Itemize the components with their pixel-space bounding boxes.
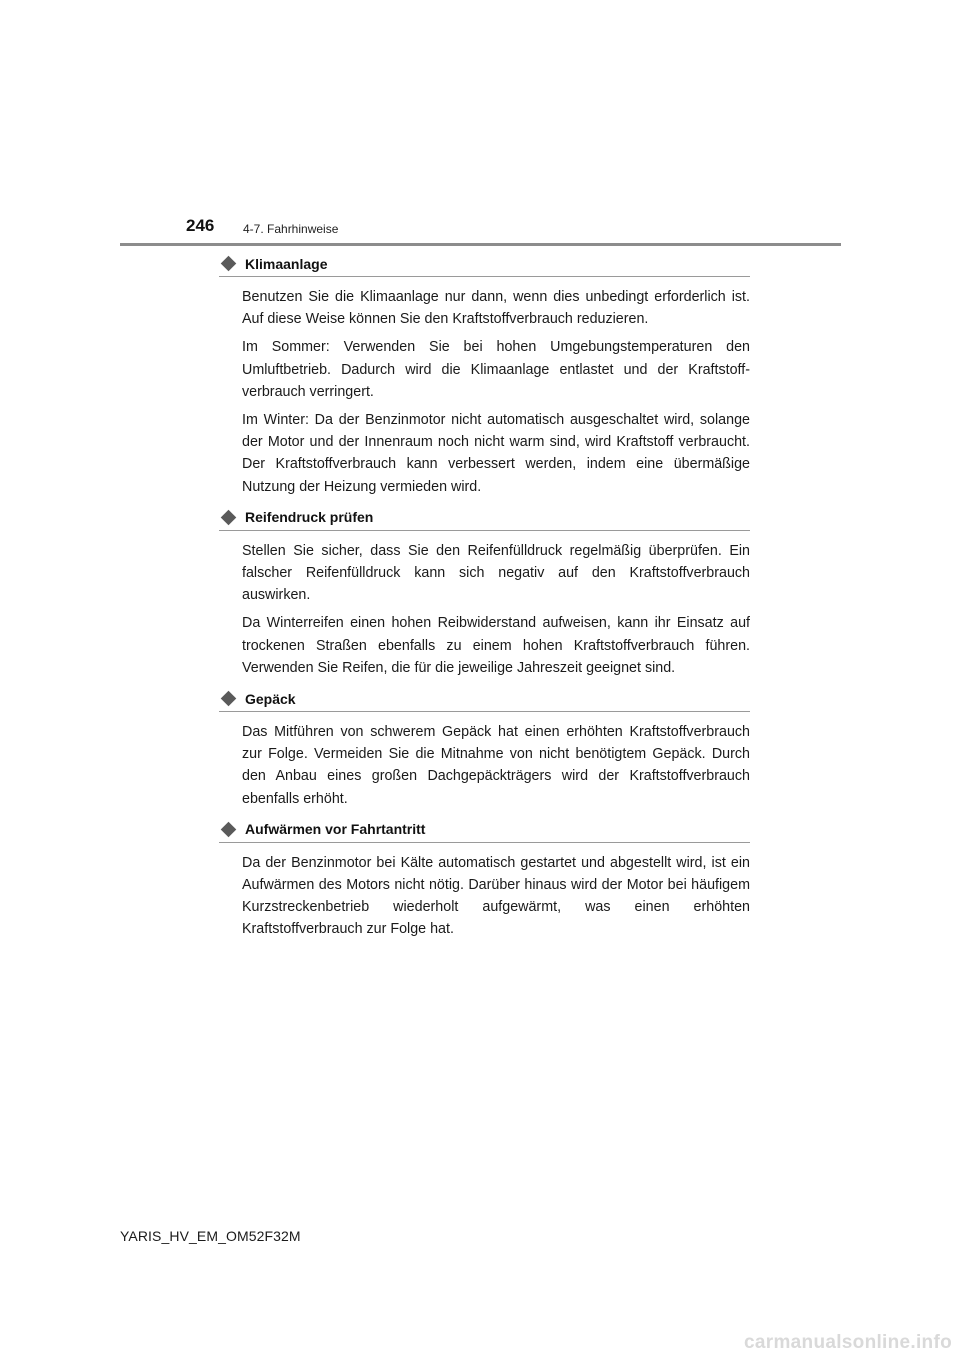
document-code: YARIS_HV_EM_OM52F32M [120, 1228, 301, 1244]
section-klimaanlage [219, 254, 750, 498]
header-divider [120, 243, 841, 246]
diamond-bullet-icon [221, 691, 237, 707]
page-content [219, 254, 750, 951]
section-gepaeck [219, 689, 750, 810]
section-heading [219, 254, 750, 277]
paragraph: Da Winterreifen einen hohen Reibwiderstand aufweisen, kann ihr Einsatz auf trockenen Straßen ebenfalls zu einem hohen Kraftstoffverbrauch führen. Verwenden Sie Reifen, die für die jeweilige Jahreszeit geeignet sind. [242, 615, 750, 676]
diamond-bullet-icon [221, 822, 237, 838]
diamond-bullet-icon [221, 510, 237, 526]
watermark: carmanualsonline.info [744, 1332, 952, 1353]
diamond-bullet-icon [221, 256, 237, 272]
section-heading [219, 820, 750, 843]
section-title: Klimaanlage [245, 255, 328, 272]
paragraph: Stellen Sie sicher, dass Sie den Reifenfülldruck regelmäßig überprüfen. Ein falscher Reifenfülldruck kann sich negativ auf den Kraftstoffverbrauch auswirken. [242, 542, 750, 604]
section-title: Gepäck [245, 690, 296, 707]
paragraph: Da der Benzinmotor bei Kälte automatisch gestartet und abgestellt wird, ist ein Aufwärmen des Motors nicht nötig. Darüber hinaus wird der Motor bei häufigem Kurzstreckenbetrieb wiederholt aufgewärmt, was einen erhöhten Kraftstoffverbrauch zur Folge hat. [242, 854, 750, 938]
chapter-label: 4-7. Fahrhinweise [243, 222, 339, 236]
paragraph: Im Winter: Da der Benzinmotor nicht automatisch ausgeschaltet wird, solange der Motor und der Innenraum noch nicht warm sind, wird Kraftstoff verbraucht. Der Kraftstoffverbrauch kann verbessert werden, indem eine übermäßige Nutzung der Heizung vermieden wird. [242, 412, 750, 495]
paragraph: Das Mitführen von schwerem Gepäck hat einen erhöhten Kraftstoffverbrauch zur Folge. Vermeiden Sie die Mitnahme von nicht benötigtem Gepäck. Durch den Anbau eines großen Dachgepäckträgers wird der Kraftstoffverbrauch ebenfalls erhöht. [242, 724, 750, 807]
section-heading [219, 689, 750, 712]
section-title: Aufwärmen vor Fahrtantritt [245, 821, 426, 838]
section-aufwaermen [219, 820, 750, 941]
section-title: Reifendruck prüfen [245, 509, 374, 526]
page-number: 246 [186, 216, 215, 235]
paragraph: Benutzen Sie die Klimaanlage nur dann, wenn dies unbedingt erforderlich ist. Auf diese Weise können Sie den Kraftstoffverbrauch reduzieren. [242, 289, 750, 328]
section-reifendruck [219, 508, 750, 679]
section-heading [219, 508, 750, 531]
paragraph: Im Sommer: Verwenden Sie bei hohen Umgebungstemperaturen den Umluftbetrieb. Dadurch wird die Klimaanlage entlastet und der Kraftstoffverbrauch verringert. [242, 339, 750, 400]
